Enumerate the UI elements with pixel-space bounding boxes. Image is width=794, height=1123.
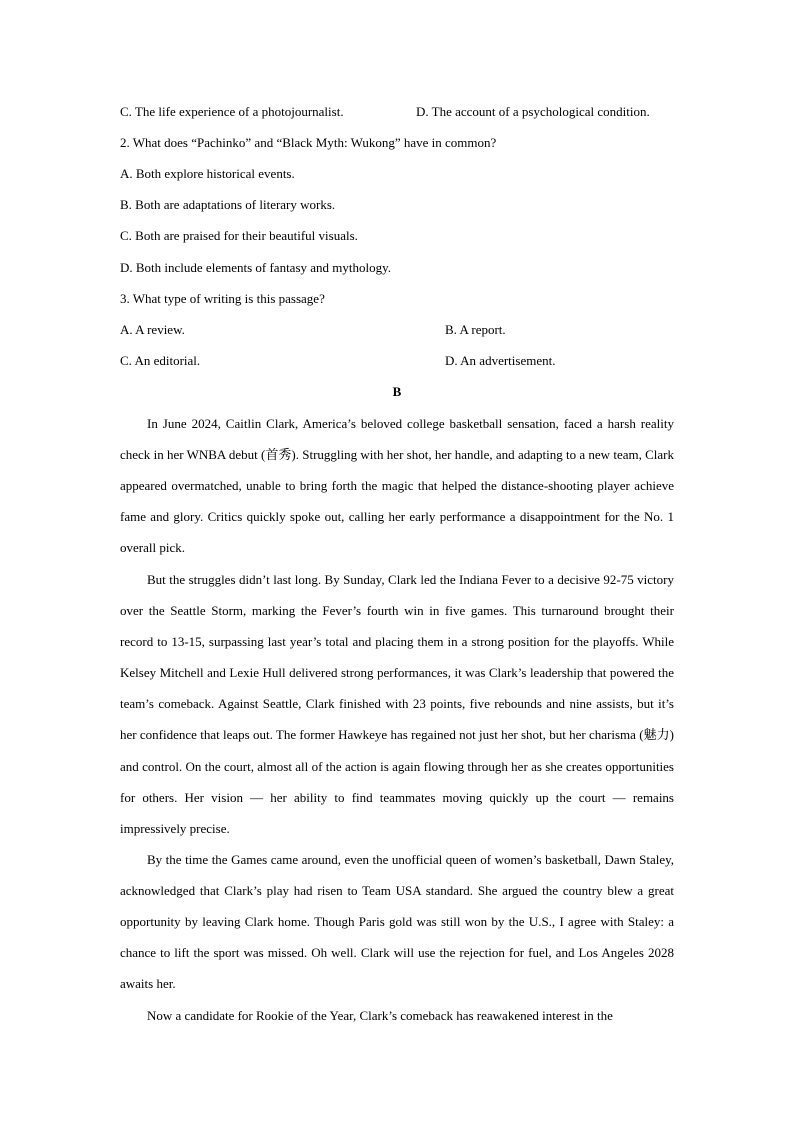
q3-option-c: C. An editorial. bbox=[120, 353, 201, 368]
q3-option-a: A. A review. bbox=[120, 322, 185, 337]
q2-stem: 2. What does “Pachinko” and “Black Myth: Wukong” have in common? bbox=[120, 135, 497, 150]
q1-option-c: C. The life experience of a photojournalist. bbox=[120, 104, 344, 119]
paragraph-2: But the struggles didn’t last long. By Sunday, Clark led the Indiana Fever to a decisive 92-75 victory over the Seattle Storm, marking the Fever’s fourth win in five games. This turnaround brought their record to 13-15, surpassing last year’s total and placing them in a strong position for the playoffs. While Kelsey Mitchell and Lexie Hull delivered strong performances, it was Clark’s leadership that powered the team’s comeback. Against Seattle, Clark finished with 23 points, five rebounds and nine assists, but it’s her confidence that leaps out. The former Hawkeye has regained not just her shot, but her charisma (魅力) and control. On the court, almost all of the action is again flowing through her as she creates opportunities for others. Her vision — her ability to find teammates moving quickly up the court — remains impressively precise. bbox=[120, 572, 674, 836]
q1-option-d: D. The account of a psychological condition. bbox=[416, 104, 650, 119]
paragraph-3: By the time the Games came around, even the unofficial queen of women’s basketball, Dawn Staley, acknowledged that Clark’s play had risen to Team USA standard. She argued the country blew a great opportunity by leaving Clark home. Though Paris gold was still won by the U.S., I agree with Staley: a chance to lift the sport was missed. Oh well. Clark will use the rejection for fuel, and Los Angeles 2028 awaits her. bbox=[120, 852, 674, 992]
q3-option-d: D. An advertisement. bbox=[445, 353, 556, 368]
q3-stem: 3. What type of writing is this passage? bbox=[120, 291, 325, 306]
q2-option-c: C. Both are praised for their beautiful visuals. bbox=[120, 228, 358, 243]
q2-option-a: A. Both explore historical events. bbox=[120, 166, 295, 181]
q3-option-b: B. A report. bbox=[445, 322, 506, 337]
paragraph-4: Now a candidate for Rookie of the Year, Clark’s comeback has reawakened interest in the bbox=[147, 1008, 613, 1023]
q2-option-d: D. Both include elements of fantasy and mythology. bbox=[120, 260, 392, 275]
section-heading: B bbox=[392, 384, 402, 399]
paragraph-1: In June 2024, Caitlin Clark, America’s beloved college basketball sensation, faced a harsh reality check in her WNBA debut (首秀). Struggling with her shot, her handle, and adapting to a new team, Clark appeared overmatched, unable to bring forth the magic that helped the distance-shooting player achieve fame and glory. Critics quickly spoke out, calling her early performance a disappointment for the No. 1 overall pick. bbox=[120, 416, 674, 556]
q2-option-b: B. Both are adaptations of literary works. bbox=[120, 197, 336, 212]
